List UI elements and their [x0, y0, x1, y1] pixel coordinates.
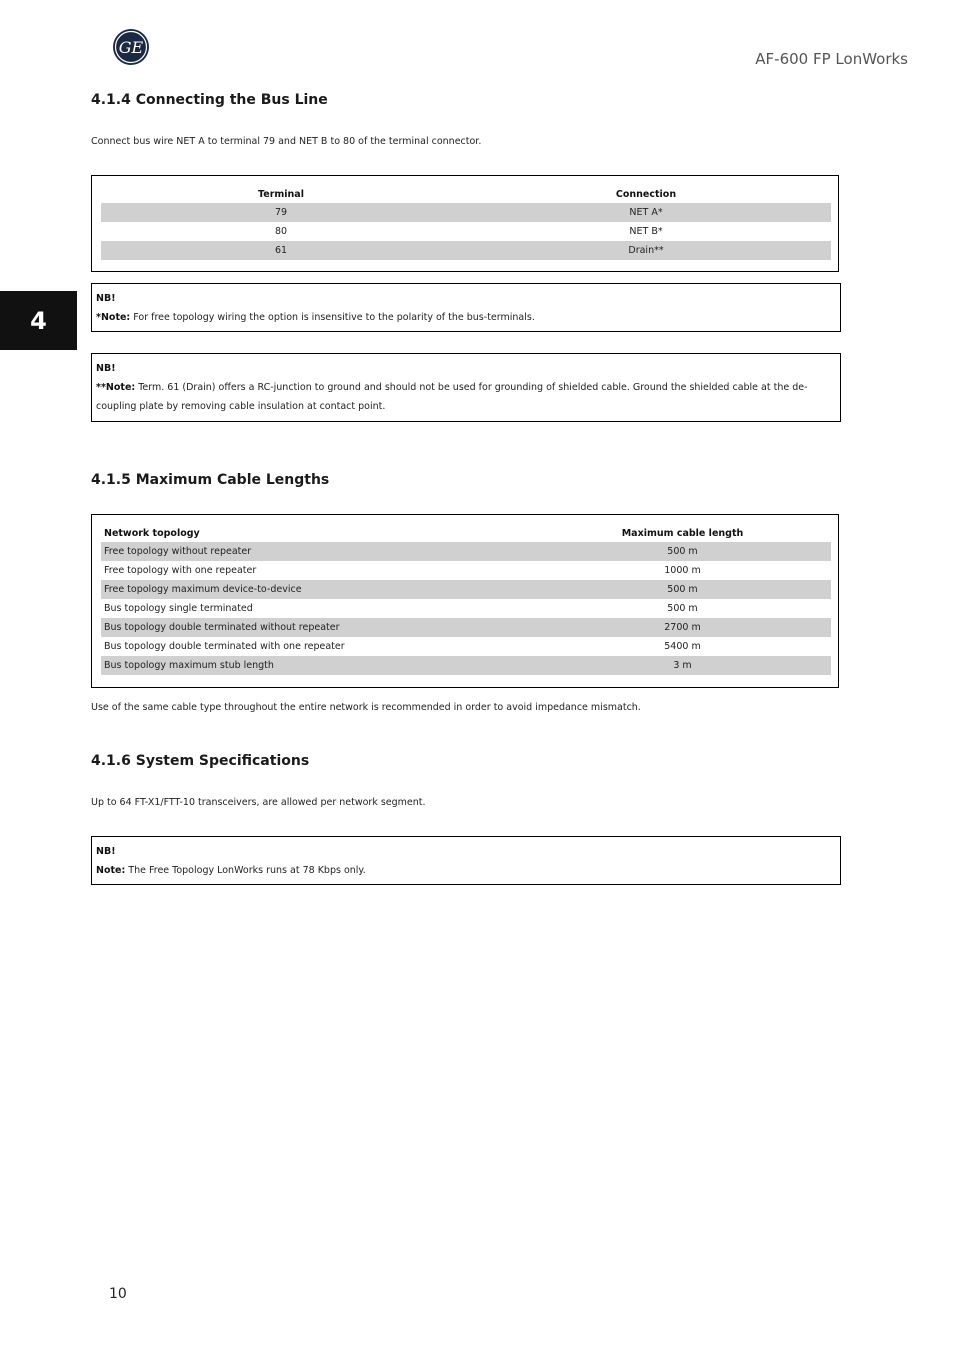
length-cell: 500 m: [574, 542, 831, 561]
topology-cell: Free topology with one repeater: [104, 565, 257, 576]
terminal-cell: 61: [101, 241, 461, 260]
table-row: [101, 618, 831, 637]
note-text: For free topology wiring the option is insensitive to the polarity of the bus-terminals.: [130, 312, 535, 323]
table-row: [101, 542, 831, 561]
table-header-row: [101, 524, 831, 542]
topology-cell: Bus topology double terminated without repeater: [101, 618, 574, 637]
terminal-cell: 79: [101, 203, 461, 222]
length-cell: 2700 m: [574, 618, 831, 637]
note-text: Term. 61 (Drain) offers a RC-junction to ground and should not be used for grounding of shielded cable. Ground the shielded cable at the de-coupling plate by removing cable insulation at contact point.: [96, 382, 808, 412]
topology-cell: Free topology maximum device-to-device: [101, 580, 574, 599]
note-label: *Note:: [96, 312, 131, 323]
nb-label: NB!: [96, 846, 116, 857]
length-cell: 5400 m: [664, 641, 701, 652]
column-header-connection: Connection: [615, 188, 677, 200]
note-label: Note:: [96, 865, 126, 876]
section-4-1-6-intro: Up to 64 FT-X1/FTT-10 transceivers, are allowed per network segment.: [91, 797, 426, 808]
chapter-tab: 4: [0, 291, 77, 350]
terminal-table-box: [91, 175, 839, 272]
terminal-table: [101, 185, 831, 260]
column-header-max-cable-length: Maximum cable length: [621, 527, 744, 539]
section-4-1-4-intro: Connect bus wire NET A to terminal 79 and NET B to 80 of the terminal connector.: [91, 136, 482, 147]
table-row: [101, 241, 831, 260]
length-cell: 3 m: [574, 656, 831, 675]
topology-cell: Free topology without repeater: [101, 542, 574, 561]
connection-cell: NET A*: [461, 203, 831, 222]
table-row: [101, 222, 831, 241]
note-box-speed: [91, 836, 841, 885]
table-header-row: [101, 185, 831, 203]
length-cell: 1000 m: [664, 565, 701, 576]
note-text: The Free Topology LonWorks runs at 78 Kbps only.: [125, 865, 366, 876]
page-number: 10: [109, 1286, 127, 1302]
connection-cell: Drain**: [461, 241, 831, 260]
topology-cell: Bus topology double terminated with one repeater: [104, 641, 345, 652]
connection-cell: NET B*: [629, 226, 663, 237]
cable-length-table-box: [91, 514, 839, 688]
nb-label: NB!: [96, 363, 116, 374]
section-heading-4-1-6: 4.1.6 System Specifications: [91, 753, 310, 769]
note-text-line: [96, 861, 836, 880]
note-text-line: [96, 378, 836, 416]
ge-logo: [112, 28, 150, 66]
nb-label: NB!: [96, 293, 116, 304]
note-text-line: [96, 308, 836, 327]
terminal-cell: 80: [274, 226, 288, 237]
ge-logo-lettering: GE: [118, 38, 144, 57]
topology-cell: Bus topology single terminated: [104, 603, 253, 614]
table-row: [101, 561, 831, 580]
table-row: [101, 203, 831, 222]
section-4-1-5-note: Use of the same cable type throughout the entire network is recommended in order to avoid impedance mismatch.: [91, 702, 641, 713]
column-header-terminal: Terminal: [258, 188, 304, 200]
note-box-drain: [91, 353, 841, 422]
column-header-network-topology: Network topology: [104, 527, 200, 539]
length-cell: 500 m: [667, 603, 698, 614]
length-cell: 500 m: [574, 580, 831, 599]
table-row: [101, 580, 831, 599]
topology-cell: Bus topology maximum stub length: [101, 656, 574, 675]
section-heading-4-1-4: 4.1.4 Connecting the Bus Line: [91, 92, 328, 108]
table-row: [101, 637, 831, 656]
document-title: AF-600 FP LonWorks: [755, 50, 908, 68]
table-row: [101, 656, 831, 675]
note-label: **Note:: [96, 382, 136, 393]
cable-length-table: [101, 524, 831, 675]
note-box-polarity: [91, 283, 841, 332]
table-row: [101, 599, 831, 618]
section-heading-4-1-5: 4.1.5 Maximum Cable Lengths: [91, 472, 330, 488]
